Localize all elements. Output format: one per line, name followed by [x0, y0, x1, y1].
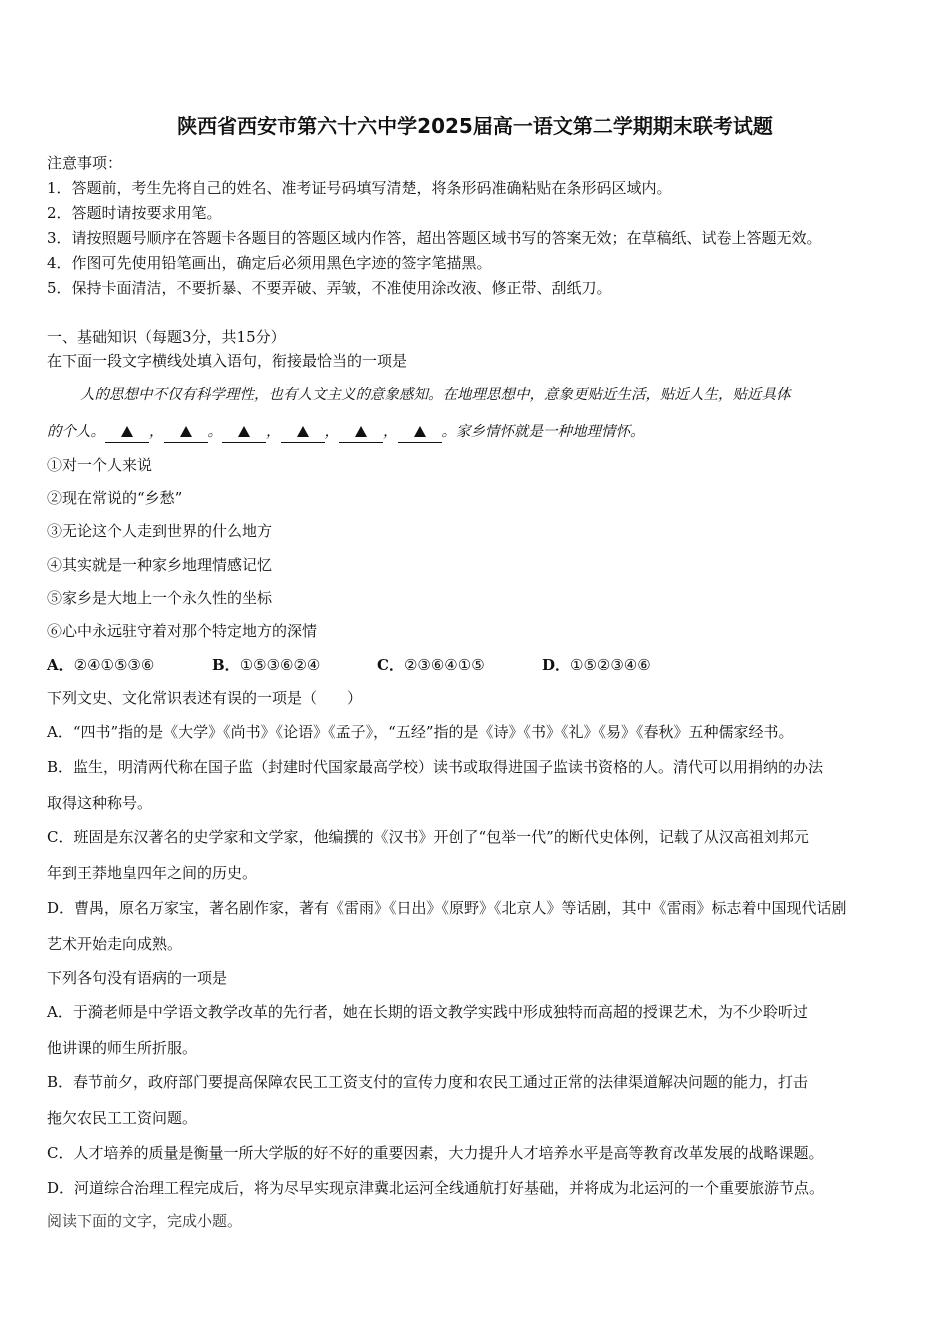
- q1-option-3: ③无论这个人走到世界的什么地方: [47, 522, 273, 540]
- answer-blank-6: [398, 422, 442, 443]
- answer-blank-4: [281, 422, 325, 443]
- triangle-icon: [414, 426, 426, 437]
- q2-option-c-line1: C．班固是东汉著名的史学家和文学家，他编撰的《汉书》开创了“包举一代”的断代史体例，记载了从汉高祖刘邦元: [47, 828, 809, 846]
- q1-choice-b: B．①⑤③⑥②④: [212, 656, 321, 674]
- q1-passage-prefix: 的个人。: [47, 424, 105, 440]
- triangle-icon: [297, 426, 309, 437]
- comma: ，: [149, 424, 164, 440]
- q2-option-b-line2: 取得这种称号。: [47, 794, 153, 812]
- q1-stem: 在下面一段文字横线处填入语句，衔接最恰当的一项是: [47, 352, 408, 370]
- answer-blank-3: [222, 422, 266, 443]
- reading-prompt: 阅读下面的文字，完成小题。: [47, 1212, 243, 1230]
- q2-option-c-line2: 年到王莽地皇四年之间的历史。: [47, 864, 258, 882]
- comma: ，: [383, 424, 398, 440]
- answer-blank-1: [105, 422, 149, 443]
- q3-option-c: C．人才培养的质量是衡量一所大学版的好不好的重要因素，大力提升人才培养水平是高等教育改革发展的战略课题。: [47, 1144, 824, 1162]
- q3-option-a-line2: 他讲课的师生所折服。: [47, 1039, 198, 1057]
- notice-item-3: 3．请按照题号顺序在答题卡各题目的答题区域内作答，超出答题区域书写的答案无效；在草稿纸、试卷上答题无效。: [47, 229, 822, 247]
- q1-option-2: ②现在常说的“乡愁”: [47, 489, 183, 507]
- q1-passage-line2: [47, 422, 645, 443]
- q2-option-d-line1: D．曹禺，原名万家宝，著名剧作家，著有《雷雨》《日出》《原野》《北京人》等话剧，其中《雷雨》标志着中国现代话剧: [47, 899, 847, 917]
- q3-option-b-line1: B．春节前夕，政府部门要提高保障农民工工资支付的宣传力度和农民工通过正常的法律渠道解决问题的能力，打击: [47, 1073, 809, 1091]
- q3-option-a-line1: A．于漪老师是中学语文教学改革的先行者，她在长期的语文教学实践中形成独特而高超的授课艺术，为不少聆听过: [47, 1003, 808, 1021]
- q2-option-d-line2: 艺术开始走向成熟。: [47, 935, 183, 953]
- q2-option-a: A．“四书”指的是《大学》《尚书》《论语》《孟子》，“五经”指的是《诗》《书》《礼》《易》《春秋》五种儒家经书。: [47, 723, 794, 741]
- q3-option-b-line2: 拖欠农民工工资问题。: [47, 1109, 198, 1127]
- notice-heading: 注意事项：: [47, 154, 123, 172]
- notice-item-4: 4．作图可先使用铅笔画出，确定后必须用黑色字迹的签字笔描黑。: [47, 254, 492, 272]
- triangle-icon: [238, 426, 250, 437]
- q3-stem: 下列各句没有语病的一项是: [47, 969, 228, 987]
- triangle-icon: [121, 426, 133, 437]
- q1-option-5: ⑤家乡是大地上一个永久性的坐标: [47, 589, 273, 607]
- section-heading: 一、基础知识（每题3分，共15分）: [47, 328, 286, 346]
- period: 。: [207, 424, 222, 440]
- q1-option-4: ④其实就是一种家乡地理情感记忆: [47, 556, 273, 574]
- q1-passage-suffix: 。家乡情怀就是一种地理情怀。: [441, 424, 645, 440]
- q1-passage-line1: 人的思想中不仅有科学理性，也有人文主义的意象感知。在地理思想中，意象更贴近生活，贴近人生，贴近具体: [80, 387, 791, 403]
- triangle-icon: [180, 426, 192, 437]
- q2-stem: 下列文史、文化常识表述有误的一项是（ ）: [47, 689, 363, 707]
- q3-option-d: D．河道综合治理工程完成后，将为尽早实现京津冀北运河全线通航打好基础，并将成为北运河的一个重要旅游节点。: [47, 1179, 825, 1197]
- q1-choice-a: A．②④①⑤③⑥: [47, 656, 155, 674]
- q1-choice-c: C．②③⑥④①⑤: [377, 656, 485, 674]
- notice-item-1: 1．答题前，考生先将自己的姓名、准考证号码填写清楚，将条形码准确粘贴在条形码区域内。: [47, 179, 672, 197]
- q1-option-6: ⑥心中永远驻守着对那个特定地方的深情: [47, 622, 318, 640]
- notice-item-2: 2．答题时请按要求用笔。: [47, 204, 222, 222]
- q2-option-b-line1: B．监生，明清两代称在国子监（封建时代国家最高学校）读书或取得进国子监读书资格的人。清代可以用捐纳的办法: [47, 758, 824, 776]
- answer-blank-5: [339, 422, 383, 443]
- page-title: 陕西省西安市第六十六中学2025届高一语文第二学期期末联考试题: [177, 114, 773, 138]
- q1-choices: [47, 655, 651, 675]
- comma: ，: [266, 424, 281, 440]
- answer-blank-2: [164, 422, 208, 443]
- notice-item-5: 5．保持卡面清洁，不要折暴、不要弄破、弄皱，不准使用涂改液、修正带、刮纸刀。: [47, 279, 612, 297]
- q1-choice-d: D．①⑤②③④⑥: [542, 656, 651, 674]
- q1-option-1: ①对一个人来说: [47, 456, 153, 474]
- triangle-icon: [355, 426, 367, 437]
- comma: ，: [324, 424, 339, 440]
